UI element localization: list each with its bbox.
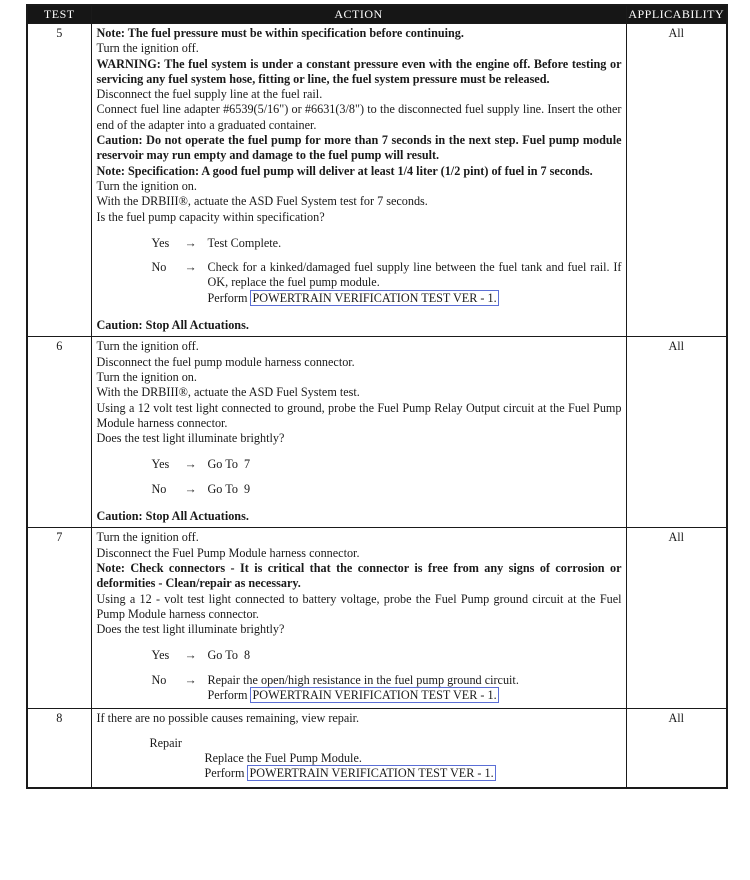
action-cell: [91, 337, 626, 528]
result-yes-text: Test Complete.: [207, 235, 282, 250]
perform-line: [208, 688, 622, 703]
perform-label: Perform: [204, 766, 245, 781]
test-procedure-table: [26, 4, 728, 789]
step-text: Using a 12 volt test light connected to ground, probe the Fuel Pump Relay Output circuit at the Fuel Pump Module harness connector.: [96, 400, 622, 430]
table-row-test-5: [27, 24, 727, 337]
powertrain-verification-link[interactable]: POWERTRAIN VERIFICATION TEST VER - 1.: [252, 687, 497, 702]
result-no-label: No: [151, 260, 167, 275]
right-arrow-icon: →: [184, 260, 197, 275]
caution-text: Caution: Do not operate the fuel pump for more than 7 seconds in the next step. Fuel pump module reservoir may run empty and damage to the fuel pump will result.: [96, 133, 622, 163]
step-text: If there are no possible causes remaining, view repair.: [96, 711, 360, 726]
step-text: Using a 12 - volt test light connected to battery voltage, probe the Fuel Pump ground circuit at the Fuel Pump Module harness connector.: [96, 591, 622, 621]
applicability-value: All: [626, 709, 727, 789]
test-number: 6: [27, 337, 91, 528]
right-arrow-icon: →: [184, 235, 197, 250]
diagnostic-procedure-sheet: [26, 4, 726, 789]
perform-line: [205, 766, 622, 781]
result-no-text[interactable]: Go To 9: [207, 481, 251, 496]
step-text: Turn the ignition on.: [96, 178, 197, 193]
repair-label: Repair: [149, 735, 182, 750]
step-text: With the DRBIII®, actuate the ASD Fuel System test for 7 seconds.: [96, 194, 428, 209]
result-no-text: Check for a kinked/damaged fuel supply line between the fuel tank and fuel rail. If OK, replace the fuel pump module.: [207, 260, 622, 290]
test-number: 7: [27, 528, 91, 709]
applicability-value: All: [626, 528, 727, 709]
result-no: [97, 482, 622, 497]
action-cell: [91, 709, 626, 789]
result-no: [97, 673, 622, 704]
result-yes: [97, 236, 622, 251]
caution-stop-actuations: Caution: Stop All Actuations.: [96, 509, 249, 524]
right-arrow-icon: →: [184, 648, 197, 663]
result-yes: [97, 457, 622, 472]
perform-label: Perform: [207, 687, 248, 702]
question-text: Does the test light illuminate brightly?: [96, 622, 285, 637]
result-no-label: No: [151, 481, 167, 496]
header-test: TEST: [27, 5, 91, 24]
right-arrow-icon: →: [184, 457, 197, 472]
action-cell: [91, 24, 626, 337]
table-header-row: [27, 5, 727, 24]
perform-line: [208, 291, 622, 306]
note-text: Note: Specification: A good fuel pump will deliver at least 1/4 liter (1/2 pint) of fuel in 7 seconds.: [96, 163, 593, 178]
applicability-value: All: [626, 337, 727, 528]
warning-text: WARNING: The fuel system is under a constant pressure even with the engine off. Before testing or servicing any fuel system hose, fitting or line, the fuel system pressure must be released.: [96, 56, 622, 86]
result-yes-text[interactable]: Go To 8: [207, 648, 251, 663]
step-text: Disconnect the fuel pump module harness connector.: [96, 354, 355, 369]
note-text: Note: Check connectors - It is critical that the connector is free from any signs of corrosion or deformities - Clean/repair as necessary.: [96, 560, 622, 591]
perform-label: Perform: [207, 290, 248, 305]
step-text: Turn the ignition off.: [96, 41, 199, 56]
step-text: With the DRBIII®, actuate the ASD Fuel System test.: [96, 385, 360, 400]
result-no-label: No: [151, 672, 167, 687]
result-yes-text[interactable]: Go To 7: [207, 457, 251, 472]
note-text: Note: The fuel pressure must be within specification before continuing.: [96, 26, 464, 40]
action-cell: [91, 528, 626, 709]
repair-instructions: [205, 751, 622, 782]
result-yes-label: Yes: [151, 457, 170, 472]
test-number: 5: [27, 24, 91, 337]
step-text: Turn the ignition off.: [96, 530, 199, 545]
applicability-value: All: [626, 24, 727, 337]
result-no: [97, 260, 622, 306]
powertrain-verification-link[interactable]: POWERTRAIN VERIFICATION TEST VER - 1.: [249, 766, 494, 781]
step-text: Disconnect the fuel supply line at the fuel rail.: [96, 87, 323, 102]
header-applicability: APPLICABILITY: [626, 5, 727, 24]
step-text: Connect fuel line adapter #6539(5/16") or #6631(3/8") to the disconnected fuel supply line. Insert the other end of the adapter into a graduated container.: [96, 102, 622, 132]
result-yes-label: Yes: [151, 235, 170, 250]
table-row-test-7: [27, 528, 727, 709]
table-row-test-8: [27, 709, 727, 789]
result-yes-label: Yes: [151, 648, 170, 663]
caution-stop-actuations: Caution: Stop All Actuations.: [96, 318, 249, 333]
test-number: 8: [27, 709, 91, 789]
step-text: Turn the ignition on.: [96, 369, 197, 384]
table-row-test-6: [27, 337, 727, 528]
result-no-text: Repair the open/high resistance in the fuel pump ground circuit.: [207, 672, 519, 687]
header-action: ACTION: [91, 5, 626, 24]
right-arrow-icon: →: [184, 672, 197, 687]
question-text: Is the fuel pump capacity within specification?: [96, 209, 325, 224]
right-arrow-icon: →: [184, 481, 197, 496]
result-yes: [97, 648, 622, 663]
question-text: Does the test light illuminate brightly?: [96, 431, 285, 446]
repair-text: Replace the Fuel Pump Module.: [204, 750, 362, 765]
step-text: Turn the ignition off.: [96, 339, 199, 354]
powertrain-verification-link[interactable]: POWERTRAIN VERIFICATION TEST VER - 1.: [252, 290, 497, 305]
step-text: Disconnect the Fuel Pump Module harness connector.: [96, 545, 360, 560]
